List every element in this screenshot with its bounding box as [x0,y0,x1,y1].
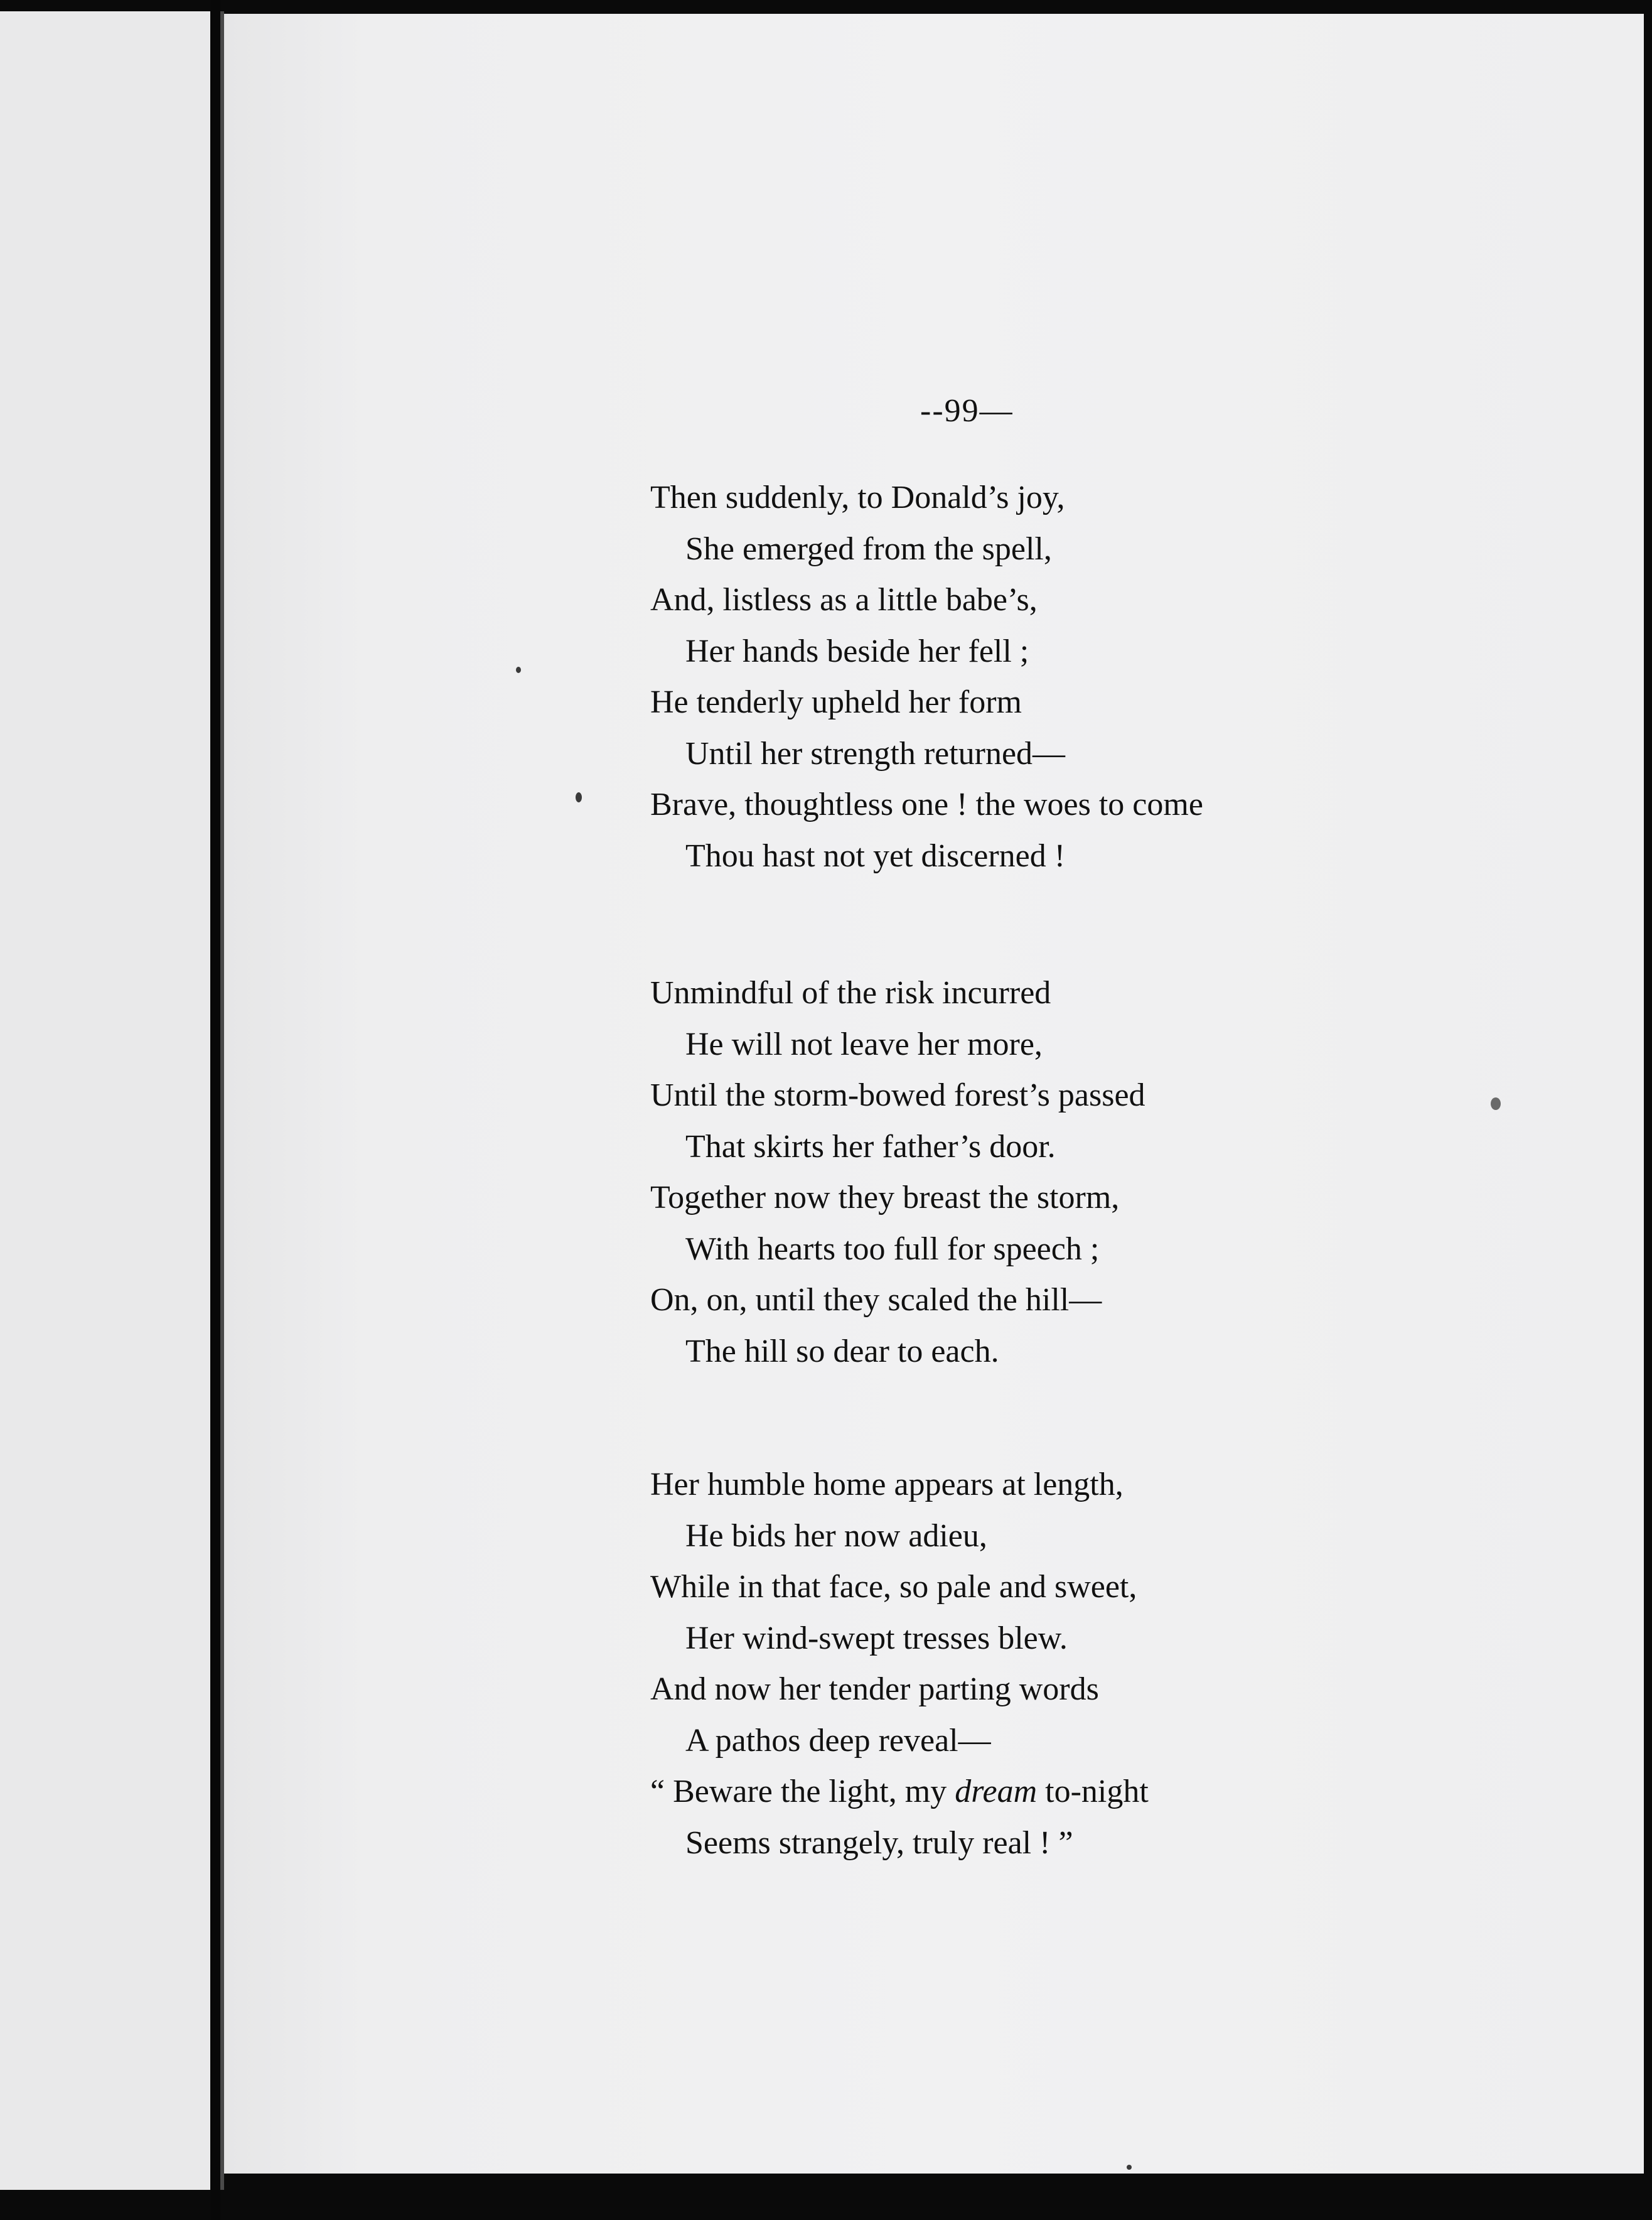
emphasized-word: dream [955,1774,1038,1809]
facing-page-edge [0,11,210,2190]
poem-line: Then suddenly, to Donald’s joy, [650,480,1065,515]
poem-line: Until her strength returned— [685,735,1066,772]
poem-line: Her hands beside her fell ; [685,633,1029,669]
line-text-before: “ Beware the light, my [650,1774,955,1809]
poem-line: Her humble home appears at length, [650,1467,1124,1502]
poem-line: The hill so dear to each. [685,1333,999,1369]
ink-speck [576,792,582,802]
poem-stanza-2 [650,967,1145,1377]
ink-speck [516,667,521,673]
poem-line: And, listless as a little babe’s, [650,582,1038,618]
poem-line-with-emphasis [650,1766,1149,1818]
poem-line: A pathos deep reveal— [685,1722,991,1759]
poem-line: Unmindful of the risk incurred [650,975,1051,1011]
poem-line: And now her tender parting words [650,1671,1099,1707]
line-text-after: to-night [1037,1774,1149,1809]
poem-line: She emerged from the spell, [685,531,1052,567]
ink-speck [1491,1097,1501,1110]
poem-line: Her wind-swept tresses blew. [685,1620,1068,1656]
ink-speck [1127,2165,1132,2170]
poem-line: He will not leave her more, [685,1026,1043,1062]
poem-line: Until the storm-bowed forest’s passed [650,1077,1145,1113]
poem-stanza-1 [650,472,1203,881]
poem-line: While in that face, so pale and sweet, [650,1569,1137,1605]
poem-line: He bids her now adieu, [685,1517,987,1554]
poem-line: He tenderly upheld her form [650,684,1022,720]
poem-line: With hearts too full for speech ; [685,1231,1100,1267]
book-gutter [210,0,220,2220]
poem-line: On, on, until they scaled the hill— [650,1282,1102,1318]
poem-line: Seems strangely, truly real ! ” [685,1824,1073,1861]
poem-line: That skirts her father’s door. [685,1128,1056,1165]
poem-stanza-3 [650,1459,1149,1868]
poem-line: Brave, thoughtless one ! the woes to come [650,787,1203,822]
poem-line: Thou hast not yet discerned ! [685,838,1066,874]
page-number: --99— [920,393,1014,429]
poem-line: Together now they breast the storm, [650,1180,1120,1215]
